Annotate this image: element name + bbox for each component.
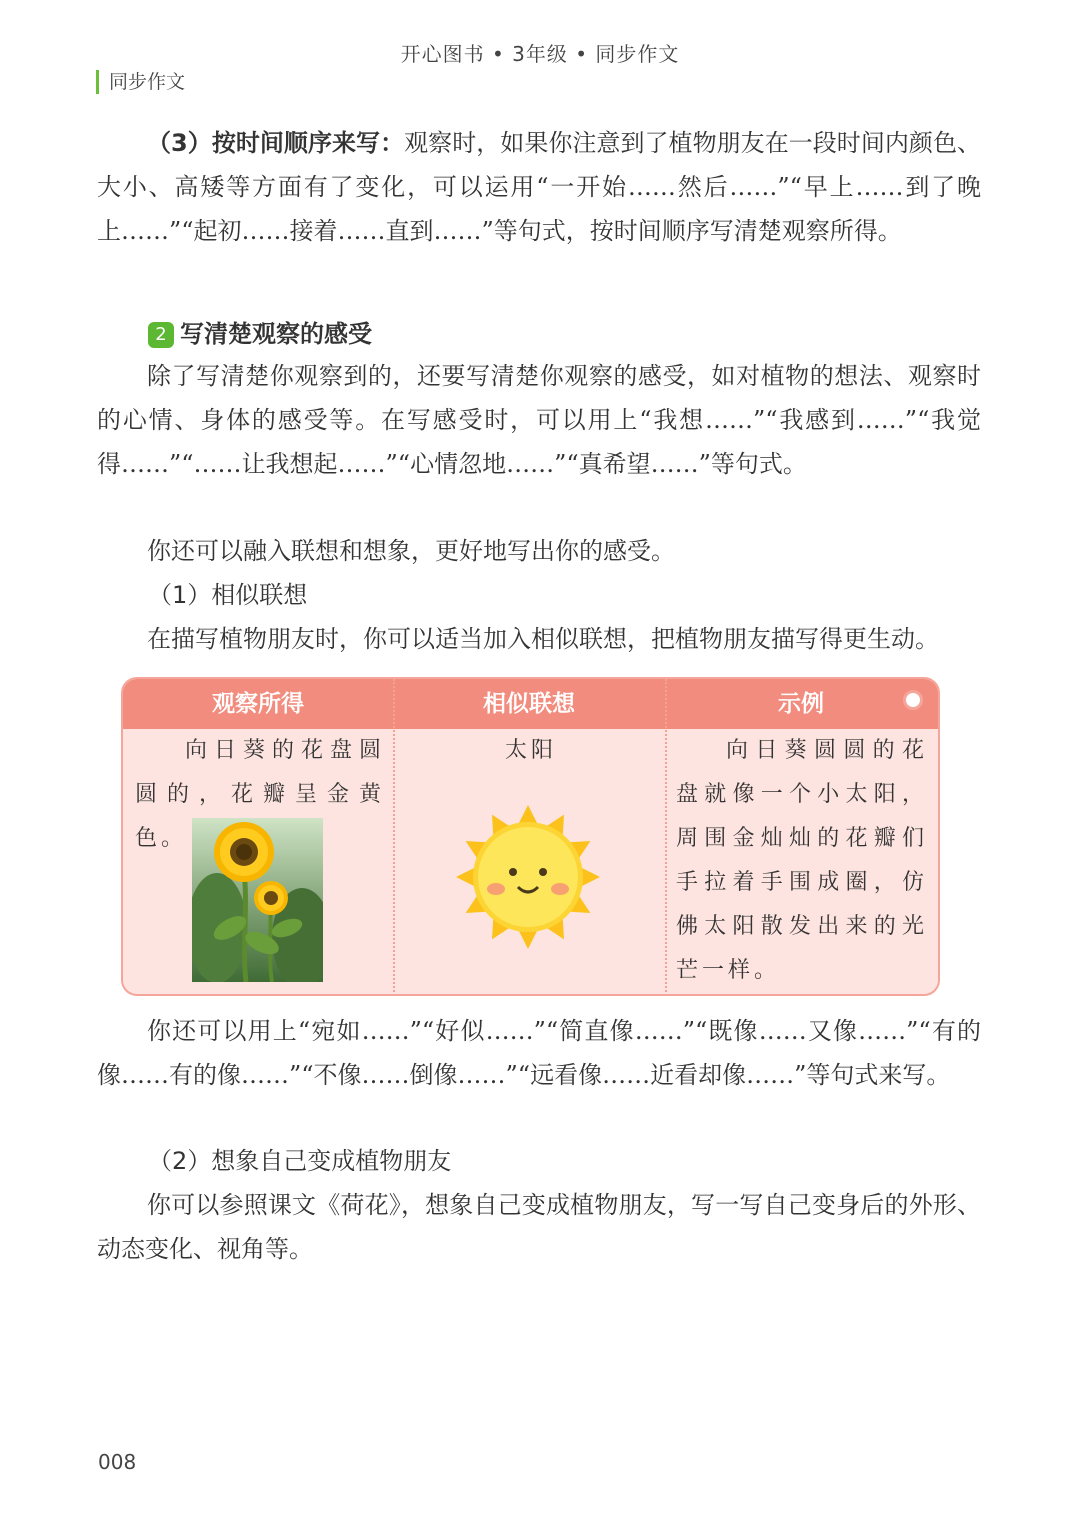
time-order-label: （3）按时间顺序来写：	[147, 129, 405, 157]
time-order-paragraph	[97, 121, 981, 253]
tag-clip-icon	[903, 690, 923, 710]
observation-cell: 向日葵的花盘圆圆的，花瓣呈金黄色。	[135, 738, 385, 851]
table-divider	[665, 679, 667, 992]
page-number: 008	[98, 1450, 137, 1474]
section-tag: 同步作文	[96, 70, 185, 94]
similar-association-subheading: （1）相似联想	[148, 581, 308, 609]
example-cell: 向日葵圆圆的花盘就像一个小太阳，周围金灿灿的花瓣们手拉着手围成圈，仿佛太阳散发出来的光芒一样。	[676, 738, 928, 983]
section-2-heading	[148, 312, 1032, 356]
section-number-badge: 2	[148, 322, 174, 348]
imagine-plant-subheading: （2）想象自己变成植物朋友	[148, 1147, 452, 1175]
table-divider	[393, 679, 395, 992]
sun-illustration	[453, 802, 603, 952]
time-order-text: 观察时，如果你注意到了植物朋友在一段时间内颜色、大小、高矮等方面有了变化，可以运用“一开始……然后……”“早上……到了晚上……”“起初……接着……直到……”等句式，按时间顺序写清楚观察所得。	[97, 129, 982, 245]
association-cell: 太阳	[505, 738, 558, 763]
sentence-patterns-paragraph: 你还可以用上“宛如……”“好似……”“简直像……”“既像……又像……”“有的像……有的像……”“不像……倒像……”“远看像……近看却像……”等句式来写。	[97, 1017, 981, 1089]
table-header-association: 相似联想	[483, 691, 575, 717]
feelings-paragraph: 除了写清楚你观察到的，还要写清楚你观察的感受，如对植物的想法、观察时的心情、身体的感受等。在写感受时，可以用上“我想……”“我感到……”“我觉得……”“……让我想起……”“心情忽地……”“真希望……”等句式。	[97, 362, 981, 478]
imagination-paragraph: 你还可以融入联想和想象，更好地写出你的感受。	[147, 537, 675, 565]
table-header-example: 示例	[778, 691, 824, 717]
imagine-plant-paragraph: 你可以参照课文《荷花》，想象自己变成植物朋友，写一写自己变身后的外形、动态变化、视角等。	[97, 1191, 981, 1263]
section-heading-text: 写清楚观察的感受	[180, 319, 372, 348]
similar-association-paragraph: 在描写植物朋友时，你可以适当加入相似联想，把植物朋友描写得更生动。	[147, 625, 939, 653]
table-header-observation: 观察所得	[212, 691, 304, 717]
page-header-title: 开心图书 • 3年级 • 同步作文	[400, 42, 680, 66]
sunflower-photo	[192, 818, 323, 982]
association-table	[121, 677, 940, 996]
